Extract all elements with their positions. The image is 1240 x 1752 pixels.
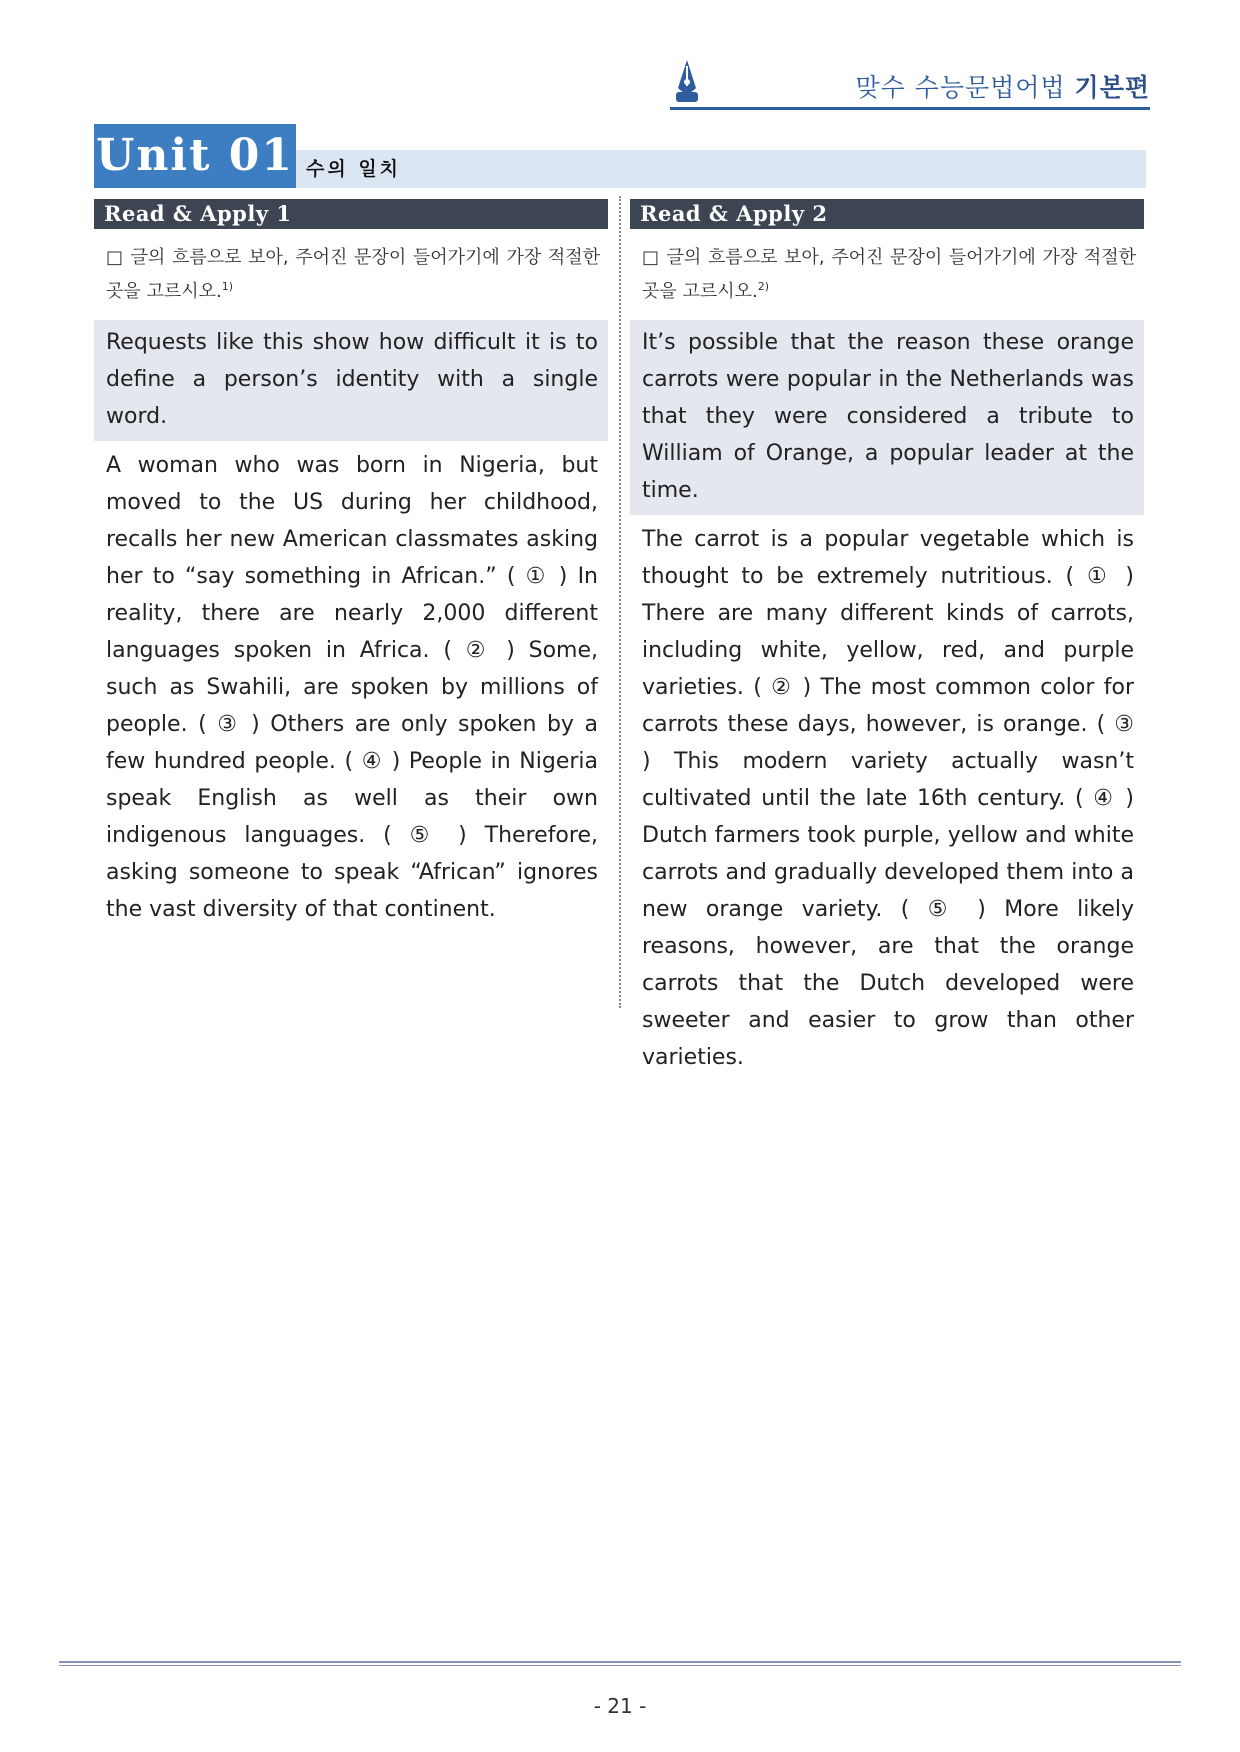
read-apply-1-heading: Read & Apply 1 [94,199,608,229]
page-header [670,52,1150,112]
pen-nib-logo-icon [670,58,704,106]
unit-strip [296,150,1146,188]
book-title [855,68,1150,104]
left-footnote: 1) [221,280,234,293]
left-passage: A woman who was born in Nigeria, but moved to the US during her childhood, recalls her new American classmates asking her to “say something in African.” ( ① ) In reality, there are nearly 2,000 different languages spoken in Africa. ( ② ) Some, such as Swahili, are spoken by millions of people. ( ③ ) Others are only spoken by a few hundred people. ( ④ ) People in Nigeria speak English as well as their own indigenous languages. ( ⑤ ) Therefore, asking someone to speak “African” ignores the vast diversity of that continent. [106,453,598,922]
right-column [630,199,1144,1076]
right-footnote: 2) [757,280,770,293]
left-column [94,199,608,928]
left-instruction [94,243,608,306]
right-instruction-text: □ 글의 흐름으로 보아, 주어진 문장이 들어가기에 가장 적절한 곳을 고르시오. [642,247,1136,302]
right-passage: The carrot is a popular vegetable which is thought to be extremely nutritious. ( ① ) There are many different kinds of carrots, including white, yellow, red, and purple varieties. ( ② ) The most common color for carrots these days, however, is orange. ( ③ ) This modern variety actually wasn’t cultivated until the late 16th century. ( ④ ) Dutch farmers took purple, yellow and white carrots and gradually developed them into a new orange variety. ( ⑤ ) More likely reasons, however, are that the orange carrots that the Dutch developed were sweeter and easier to grow than other varieties. [642,527,1134,1070]
left-instruction-text: □ 글의 흐름으로 보아, 주어진 문장이 들어가기에 가장 적절한 곳을 고르시오. [106,247,600,302]
header-underline [670,107,1150,110]
column-divider [619,196,621,1008]
book-title-regular: 맞수 수능문법어법 [855,73,1066,102]
footer-rule-thin [59,1665,1181,1666]
right-given-sentence: It’s possible that the reason these orange carrots were popular in the Netherlands was that they were considered a tribute to William of Orange, a popular leader at the time. [630,320,1144,515]
read-apply-2-heading: Read & Apply 2 [630,199,1144,229]
book-title-bold: 기본편 [1074,73,1150,102]
left-given-sentence: Requests like this show how difficult it is to define a person’s identity with a single word. [94,320,608,441]
page-number: - 21 - [593,1694,647,1718]
right-instruction [630,243,1144,306]
unit-label: Unit 01 [94,124,296,188]
footer-rule [59,1661,1181,1663]
unit-subtitle: 수의 일치 [306,158,402,180]
